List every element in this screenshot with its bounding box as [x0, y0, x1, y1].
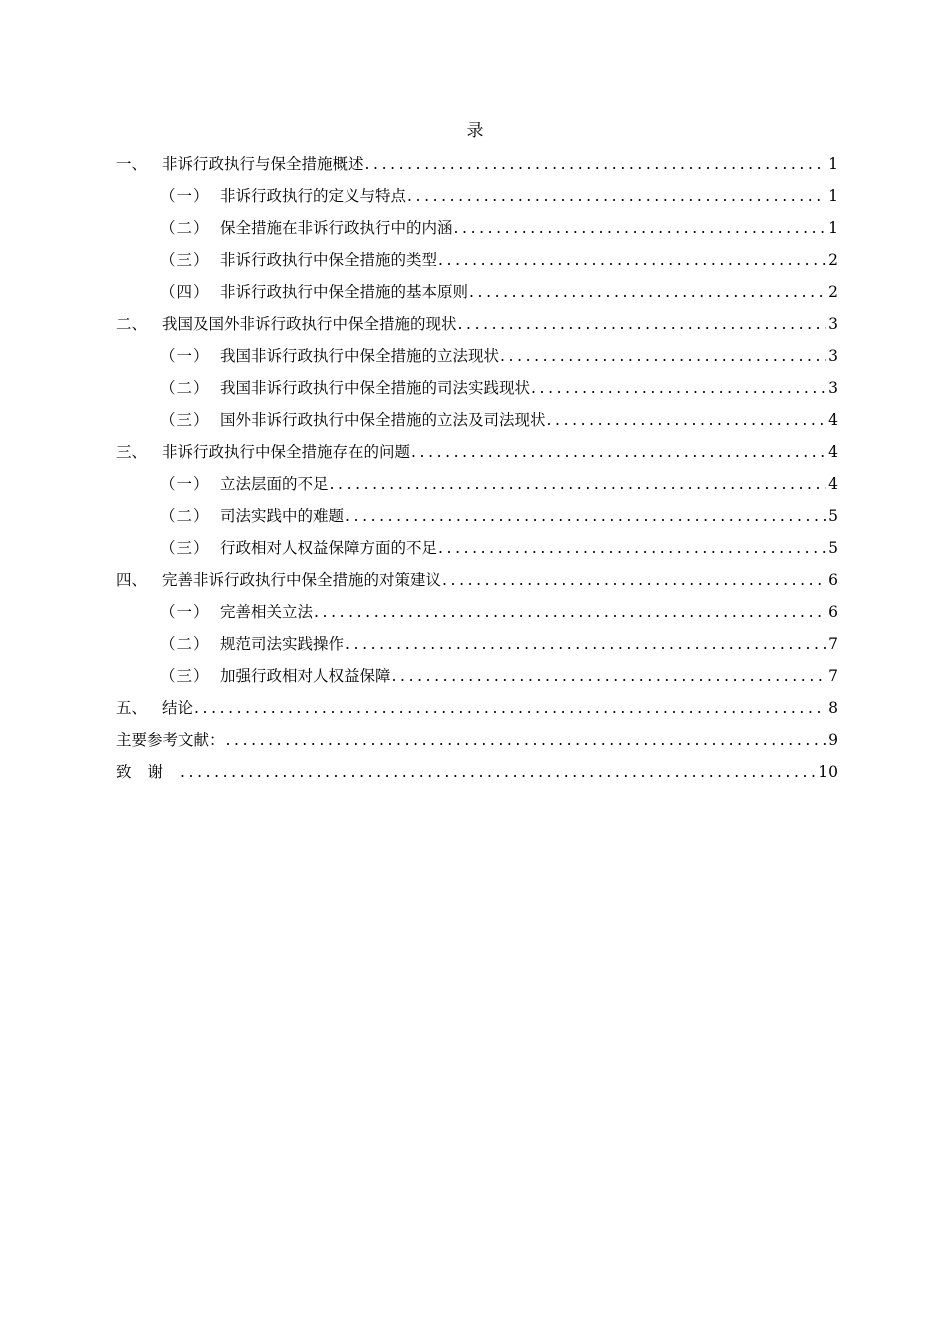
toc-leader-dots — [500, 346, 826, 366]
toc-entry-5[interactable] — [116, 692, 838, 724]
toc-entry-page: 7 — [828, 667, 838, 685]
toc-entry-number: 四、 — [116, 571, 148, 589]
toc-entry-text: 致谢 — [116, 763, 180, 781]
toc-leader-dots — [365, 154, 827, 174]
toc-entry-page: 4 — [828, 411, 838, 429]
toc-entry-text: 非诉行政执行的定义与特点 — [220, 187, 407, 205]
toc-leader-dots — [330, 474, 827, 494]
toc-entry-page: 1 — [828, 219, 838, 237]
toc-entry-page: 9 — [828, 731, 838, 749]
toc-entry-page: 3 — [828, 347, 838, 365]
toc-leader-dots — [407, 186, 826, 206]
toc-leader-dots — [458, 314, 827, 334]
toc-entry-text: 行政相对人权益保障方面的不足 — [220, 539, 438, 557]
toc-leader-dots — [392, 666, 827, 686]
toc-leader-dots — [345, 634, 826, 654]
toc-entry-text: 加强行政相对人权益保障 — [220, 667, 391, 685]
toc-entry-number: 二、 — [116, 315, 148, 333]
toc-entry-page: 8 — [828, 699, 838, 717]
toc-entry-number: 五、 — [116, 699, 148, 717]
toc-title: 录 — [466, 121, 484, 141]
toc-entry-page: 1 — [828, 155, 838, 173]
toc-entry-number: （三） — [160, 539, 210, 557]
toc-entry-4[interactable] — [116, 564, 838, 596]
toc-entry-page: 10 — [818, 763, 838, 781]
toc-entry-text: 非诉行政执行中保全措施的类型 — [220, 251, 438, 269]
toc-entry-text: 完善非诉行政执行中保全措施的对策建议 — [162, 571, 442, 589]
toc-entry-number: （三） — [160, 251, 210, 269]
toc-leader-dots — [180, 762, 816, 782]
toc-entry-page: 7 — [828, 635, 838, 653]
toc-entry-3-1[interactable] — [116, 468, 838, 500]
toc-entry-text: 司法实践中的难题 — [220, 507, 345, 525]
toc-entry-page: 1 — [828, 187, 838, 205]
toc-leader-dots — [194, 698, 826, 718]
toc-entry-number: （一） — [160, 347, 210, 365]
toc-leader-dots — [314, 602, 826, 622]
toc-leader-dots — [438, 250, 826, 270]
toc-entry-number: 三、 — [116, 443, 148, 461]
toc-entry-text: 我国非诉行政执行中保全措施的司法实践现状 — [220, 379, 531, 397]
toc-entry-2-1[interactable] — [116, 340, 838, 372]
toc-entry-2-3[interactable] — [116, 404, 838, 436]
toc-entry-2[interactable] — [116, 308, 838, 340]
toc-entry-number: （三） — [160, 667, 210, 685]
toc-entry-1-4[interactable] — [116, 276, 838, 308]
toc-leader-dots — [531, 378, 826, 398]
toc-leader-dots — [438, 538, 826, 558]
toc-entry-number: （二） — [160, 219, 210, 237]
toc-entry-text: 非诉行政执行中保全措施的基本原则 — [220, 283, 469, 301]
toc-entry-4-2[interactable] — [116, 628, 838, 660]
toc-entry-text: 国外非诉行政执行中保全措施的立法及司法现状 — [220, 411, 546, 429]
toc-entry-number: 一、 — [116, 155, 148, 173]
toc-entry-text: 立法层面的不足 — [220, 475, 329, 493]
toc-entry-number: （一） — [160, 475, 210, 493]
toc-leader-dots — [442, 570, 826, 590]
toc-entry-1-3[interactable] — [116, 244, 838, 276]
toc-entry-page: 2 — [828, 283, 838, 301]
toc-entry-3[interactable] — [116, 436, 838, 468]
toc-entry-page: 3 — [828, 379, 838, 397]
toc-entry-text: 规范司法实践操作 — [220, 635, 345, 653]
toc-list — [116, 148, 838, 788]
toc-entry-page: 5 — [828, 539, 838, 557]
toc-entry-page: 6 — [828, 603, 838, 621]
toc-entry-2-2[interactable] — [116, 372, 838, 404]
toc-entry-1[interactable] — [116, 148, 838, 180]
toc-entry-number: （四） — [160, 283, 210, 301]
toc-entry-number: （一） — [160, 603, 210, 621]
toc-entry-number: （三） — [160, 411, 210, 429]
toc-entry-text: 非诉行政执行中保全措施存在的问题 — [162, 443, 411, 461]
toc-entry-number: （二） — [160, 379, 210, 397]
toc-entry-text: 完善相关立法 — [220, 603, 314, 621]
toc-leader-dots — [226, 730, 827, 750]
toc-entry-page: 5 — [828, 507, 838, 525]
toc-entry-number: （一） — [160, 187, 210, 205]
toc-entry-text: 保全措施在非诉行政执行中的内涵 — [220, 219, 453, 237]
toc-entry-page: 3 — [828, 315, 838, 333]
toc-leader-dots — [469, 282, 826, 302]
toc-entry-3-2[interactable] — [116, 500, 838, 532]
toc-leader-dots — [547, 410, 827, 430]
toc-entry-number: （二） — [160, 507, 210, 525]
toc-entry-page: 4 — [828, 443, 838, 461]
toc-entry-references[interactable] — [116, 724, 838, 756]
toc-entry-text: 结论 — [162, 699, 194, 717]
toc-entry-number: （二） — [160, 635, 210, 653]
toc-entry-4-1[interactable] — [116, 596, 838, 628]
toc-entry-page: 2 — [828, 251, 838, 269]
toc-leader-dots — [454, 218, 827, 238]
toc-entry-text: 非诉行政执行与保全措施概述 — [162, 155, 364, 173]
toc-entry-text: 主要参考文献： — [116, 731, 225, 749]
toc-entry-page: 4 — [828, 475, 838, 493]
toc-entry-1-1[interactable] — [116, 180, 838, 212]
toc-entry-3-3[interactable] — [116, 532, 838, 564]
toc-entry-acknowledgements[interactable] — [116, 756, 838, 788]
toc-entry-page: 6 — [828, 571, 838, 589]
toc-leader-dots — [345, 506, 826, 526]
toc-entry-4-3[interactable] — [116, 660, 838, 692]
toc-entry-1-2[interactable] — [116, 212, 838, 244]
toc-entry-text: 我国非诉行政执行中保全措施的立法现状 — [220, 347, 500, 365]
toc-entry-text: 我国及国外非诉行政执行中保全措施的现状 — [162, 315, 457, 333]
toc-leader-dots — [411, 442, 826, 462]
